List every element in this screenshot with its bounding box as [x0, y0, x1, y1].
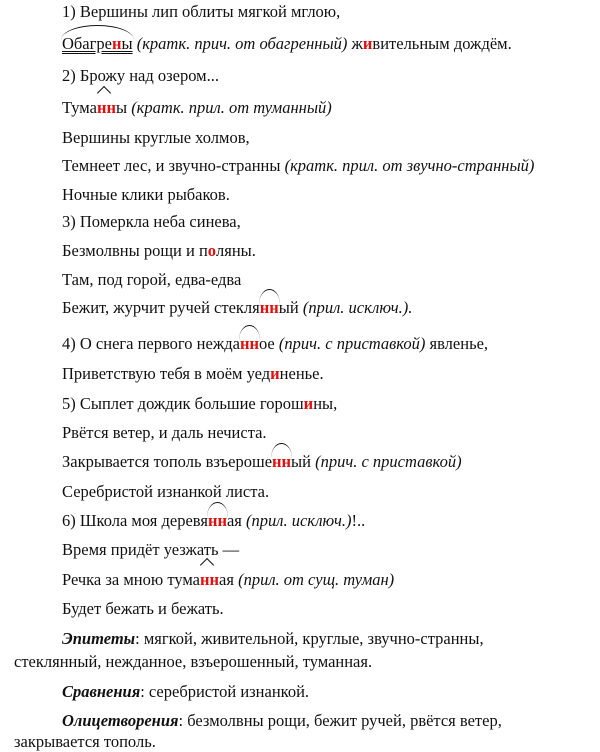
word-with-arc: Обагрены	[62, 34, 133, 53]
comparisons-label: Сравнения	[62, 682, 141, 701]
poem-line: Рвётся ветер, и даль нечиста.	[62, 423, 267, 442]
personifications-line-2: закрывается тополь.	[14, 732, 156, 751]
epithets-line-2: стеклянный, нежданное, взъерошенный, туманная.	[14, 652, 373, 671]
poem-line: 2) Брожу над озером...	[62, 66, 219, 85]
personifications-label: Олицетворения	[62, 711, 179, 730]
poem-line: Время придёт уезжать —	[62, 540, 240, 559]
poem-line: Ночные клики рыбаков.	[62, 185, 230, 204]
epithets-label: Эпитеты	[62, 629, 136, 648]
poem-line: 4) О снега первого нежданное (прич. с приставкой) явленье,	[62, 334, 489, 353]
poem-line: 1) Вершины лип облиты мягкой мглою,	[62, 2, 341, 21]
poem-line: Вершины круглые холмов,	[62, 128, 250, 147]
poem-line: Безмолвны рощи и поляны.	[62, 241, 256, 260]
poem-line: Обагрены (кратк. прич. от обагренный) живительным дождём.	[62, 34, 512, 53]
poem-line: Будет бежать и бежать.	[62, 599, 224, 618]
poem-line: Серебристой изнанкой листа.	[62, 482, 270, 501]
poem-line: Бежит, журчит ручей стеклянный (прил. исключ.).	[62, 298, 413, 317]
poem-line: Туманны (кратк. прил. от туманный)	[62, 98, 332, 117]
poem-line: 3) Померкла неба синева,	[62, 212, 241, 231]
personifications-line: Олицетворения: безмолвны рощи, бежит ручей, рвётся ветер,	[62, 711, 502, 730]
poem-line: Закрывается тополь взъерошенный (прич. с приставкой)	[62, 452, 462, 471]
poem-line: Там, под горой, едва-едва	[62, 270, 242, 289]
poem-line: Приветствую тебя в моём уединенье.	[62, 364, 324, 383]
poem-line: Речка за мною туманная (прил. от сущ. туман)	[62, 570, 395, 589]
poem-line: Темнеет лес, и звучно-странны (кратк. прил. от звучно-странный)	[62, 156, 535, 175]
poem-line: 6) Школа моя деревянная (прил. исключ.)!..	[62, 511, 366, 530]
epithets-line: Эпитеты: мягкой, живительной, круглые, звучно-странны,	[62, 629, 484, 648]
poem-line: 5) Сыплет дождик большие горошины,	[62, 394, 338, 413]
comparisons-line: Сравнения: серебристой изнанкой.	[62, 682, 310, 701]
